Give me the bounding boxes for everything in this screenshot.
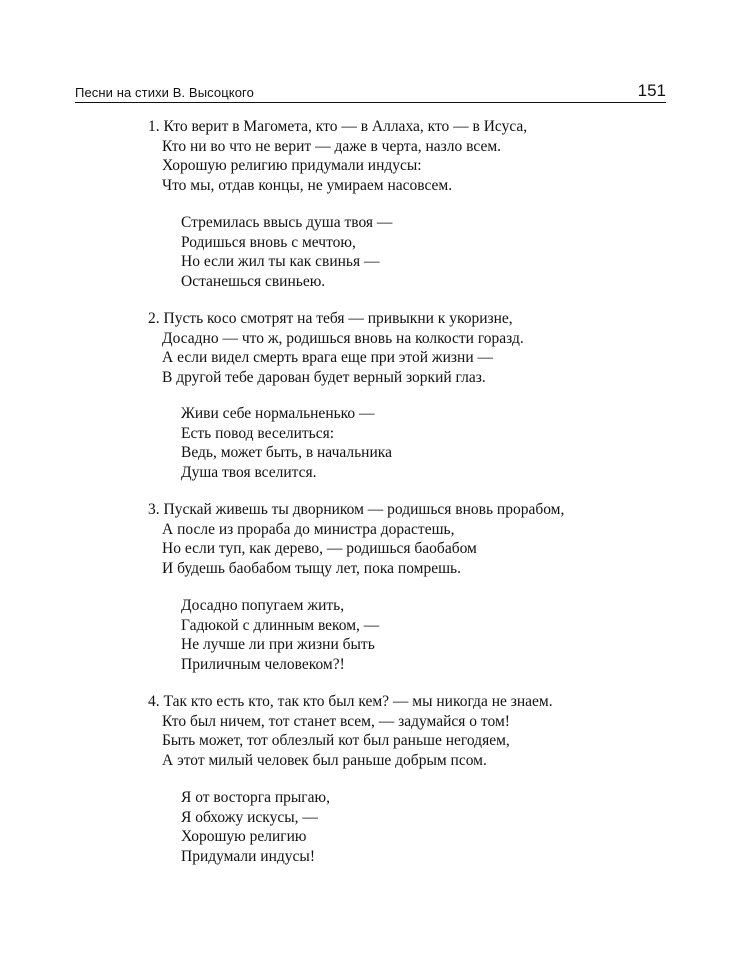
verse-3 [148, 500, 564, 578]
chorus-2 [181, 404, 392, 482]
verse-line: Что мы, отдав концы, не умираем насовсем. [162, 176, 453, 194]
chorus-line: Стремилась ввысь душа твоя — [181, 214, 393, 231]
verse-line: А этот милый человек был раньше добрым псом. [162, 751, 487, 769]
chorus-line: Я обхожу искусы, — [181, 808, 318, 826]
verse-line: Кто был ничем, тот станет всем, — задумайся о том! [162, 712, 510, 730]
chorus-line: Родишься вновь с мечтою, [181, 233, 356, 251]
chorus-line: Хорошую религию [181, 828, 307, 845]
chorus-line: Душа твоя вселится. [181, 463, 317, 481]
verse-line: В другой тебе дарован будет верный зоркий глаз. [162, 368, 486, 386]
page-number: 151 [637, 81, 666, 100]
verse-line: Хорошую религию придумали индусы: [162, 157, 422, 174]
verse-line: 2. Пусть косо смотрят на тебя — привыкни к укоризне, [148, 310, 513, 327]
running-header [75, 80, 666, 103]
verse-1 [148, 117, 527, 195]
chorus-line: Досадно попугаем жить, [181, 597, 345, 614]
verse-4 [148, 692, 553, 770]
chorus-1 [181, 213, 392, 291]
chorus-line: Но если жил ты как свинья — [181, 253, 380, 270]
verse-line: А если видел смерть врага еще при этой жизни — [162, 349, 494, 366]
chorus-line: Ведь, может быть, в начальника [181, 444, 392, 461]
verse-line: 3. Пускай живешь ты дворником — родишься вновь прорабом, [148, 501, 565, 518]
chorus-line: Я от восторга прыгаю, [181, 789, 330, 806]
chorus-3 [181, 596, 379, 674]
verse-line: 4. Так кто есть кто, так кто был кем? — мы никогда не знаем. [148, 693, 553, 710]
verse-line: Быть может, тот облезлый кот был раньше негодяем, [162, 732, 510, 749]
chorus-line: Живи себе нормальненько — [181, 405, 375, 422]
header-title: Песни на стихи В. Высоцкого [75, 85, 254, 100]
verse-line: 1. Кто верит в Магомета, кто — в Аллаха, кто — в Исуса, [148, 118, 528, 135]
chorus-line: Останешься свиньею. [181, 272, 326, 290]
verse-line: Досадно — что ж, родишься вновь на колкости горазд. [162, 329, 524, 347]
verse-line: Кто ни во что не верит — даже в черта, назло всем. [162, 137, 502, 155]
chorus-line: Есть повод веселиться: [181, 424, 335, 442]
chorus-line: Придумали индусы! [181, 847, 315, 865]
verse-line: И будешь баобабом тыщу лет, пока помрешь. [162, 559, 461, 577]
chorus-line: Приличным человеком?! [181, 655, 345, 673]
chorus-line: Гадюкой с длинным веком, — [181, 616, 380, 634]
chorus-line: Не лучше ли при жизни быть [181, 636, 375, 653]
verse-line: Но если туп, как дерево, — родишься баобабом [162, 540, 477, 557]
chorus-4 [181, 788, 330, 866]
verse-2 [148, 309, 524, 387]
verse-line: А после из прораба до министра дорастешь, [162, 520, 455, 538]
